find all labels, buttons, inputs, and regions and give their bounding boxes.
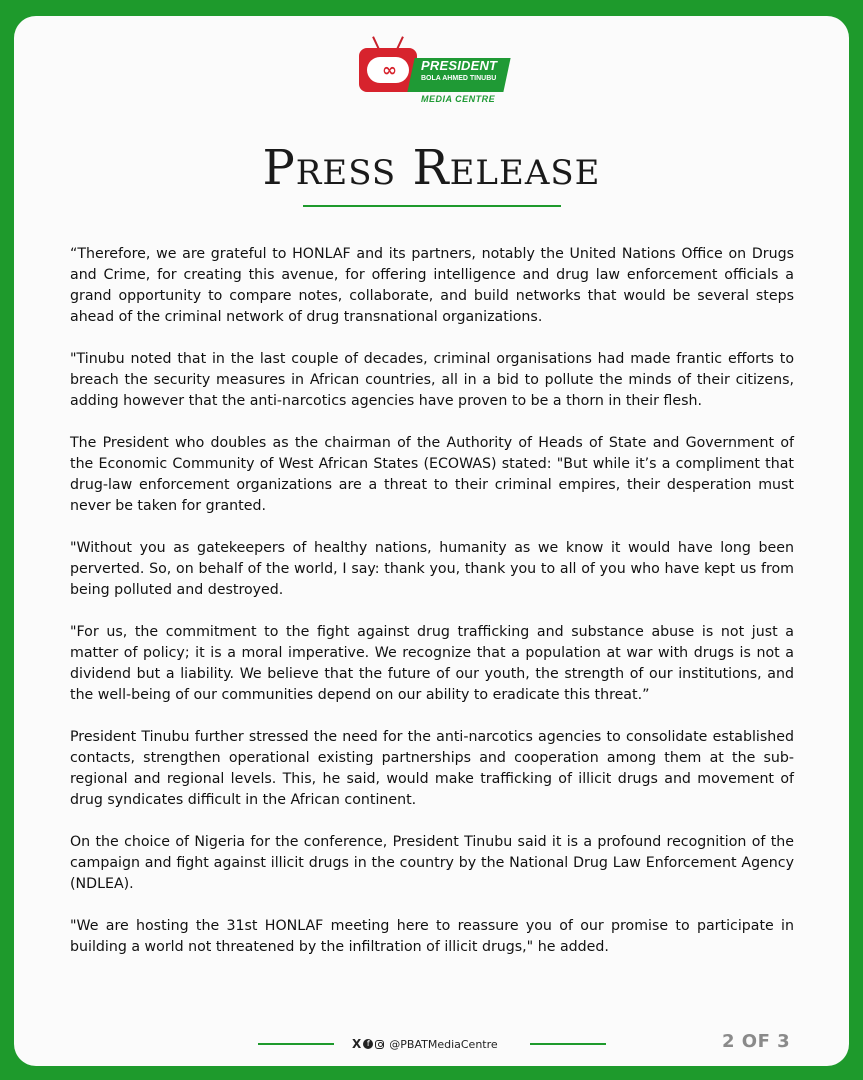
paragraph: On the choice of Nigeria for the conference, President Tinubu said it is a profound recognition of the campaign and fight against illicit drugs in the country by the National Drug Law Enforcement Agency (NDLEA).	[70, 834, 794, 892]
x-icon: X	[352, 1037, 362, 1051]
infinity-icon: ∞	[367, 57, 409, 83]
paragraph: “Therefore, we are grateful to HONLAF and its partners, notably the United Nations Office on Drugs and Crime, for creating this avenue, for offering intelligence and drug law enforcement officials a grand opportunity to compare notes, collaborate, and build networks that would be several steps ahead of the criminal network of drug transnational organizations.	[70, 246, 794, 325]
paragraph: The President who doubles as the chairman of the Authority of Heads of State and Government of the Economic Community of West African States (ECOWAS) stated: "But while it’s a compliment that drug-law enforcement organizations are a threat to their criminal empires, their desperation must never be taken for granted.	[70, 435, 794, 514]
title-underline	[303, 205, 561, 207]
paragraph: "We are hosting the 31st HONLAF meeting here to reassure you of our promise to participate in building a world not threatened by the infiltration of illicit drugs," he added.	[70, 918, 794, 955]
facebook-icon: f	[363, 1039, 373, 1049]
paragraph: President Tinubu further stressed the need for the anti-narcotics agencies to consolidate established contacts, strengthen operational existing partnerships and cooperation among them at the sub-regional and regional levels. This, he said, would make trafficking of illicit drugs and movement of drug syndicates difficult in the African continent.	[70, 729, 794, 808]
social-handle[interactable]	[352, 1036, 498, 1052]
page-count: 2 OF 3	[722, 1031, 791, 1052]
logo-title: PRESIDENT	[421, 58, 498, 73]
logo-media-label: MEDIA CENTRE	[421, 94, 496, 104]
media-centre-logo	[355, 36, 515, 116]
instagram-icon	[375, 1040, 384, 1049]
footer-rule-left	[258, 1043, 334, 1045]
page-title: Press Release	[262, 140, 601, 196]
footer-handle: @PBATMediaCentre	[389, 1037, 498, 1051]
paragraph: "Without you as gatekeepers of healthy nations, humanity as we know it would have long been perverted. So, on behalf of the world, I say: thank you, thank you to all of you who have kept us from being polluted and destroyed.	[70, 540, 794, 598]
logo-subtitle: BOLA AHMED TINUBU	[421, 75, 497, 82]
paragraph: "For us, the commitment to the fight against drug trafficking and substance abuse is not just a matter of policy; it is a moral imperative. We recognize that a population at war with drugs is not a dividend but a liability. We believe that the future of our youth, the strength of our institutions, and the well-being of our communities depend on our ability to eradicate this threat.”	[70, 624, 794, 703]
footer-rule-right	[530, 1043, 606, 1045]
paragraph: "Tinubu noted that in the last couple of decades, criminal organisations had made frantic efforts to breach the security measures in African countries, all in a bid to pollute the minds of their citizens, adding however that the anti-narcotics agencies have proven to be a thorn in their flesh.	[70, 351, 794, 409]
press-release-body	[70, 244, 794, 979]
